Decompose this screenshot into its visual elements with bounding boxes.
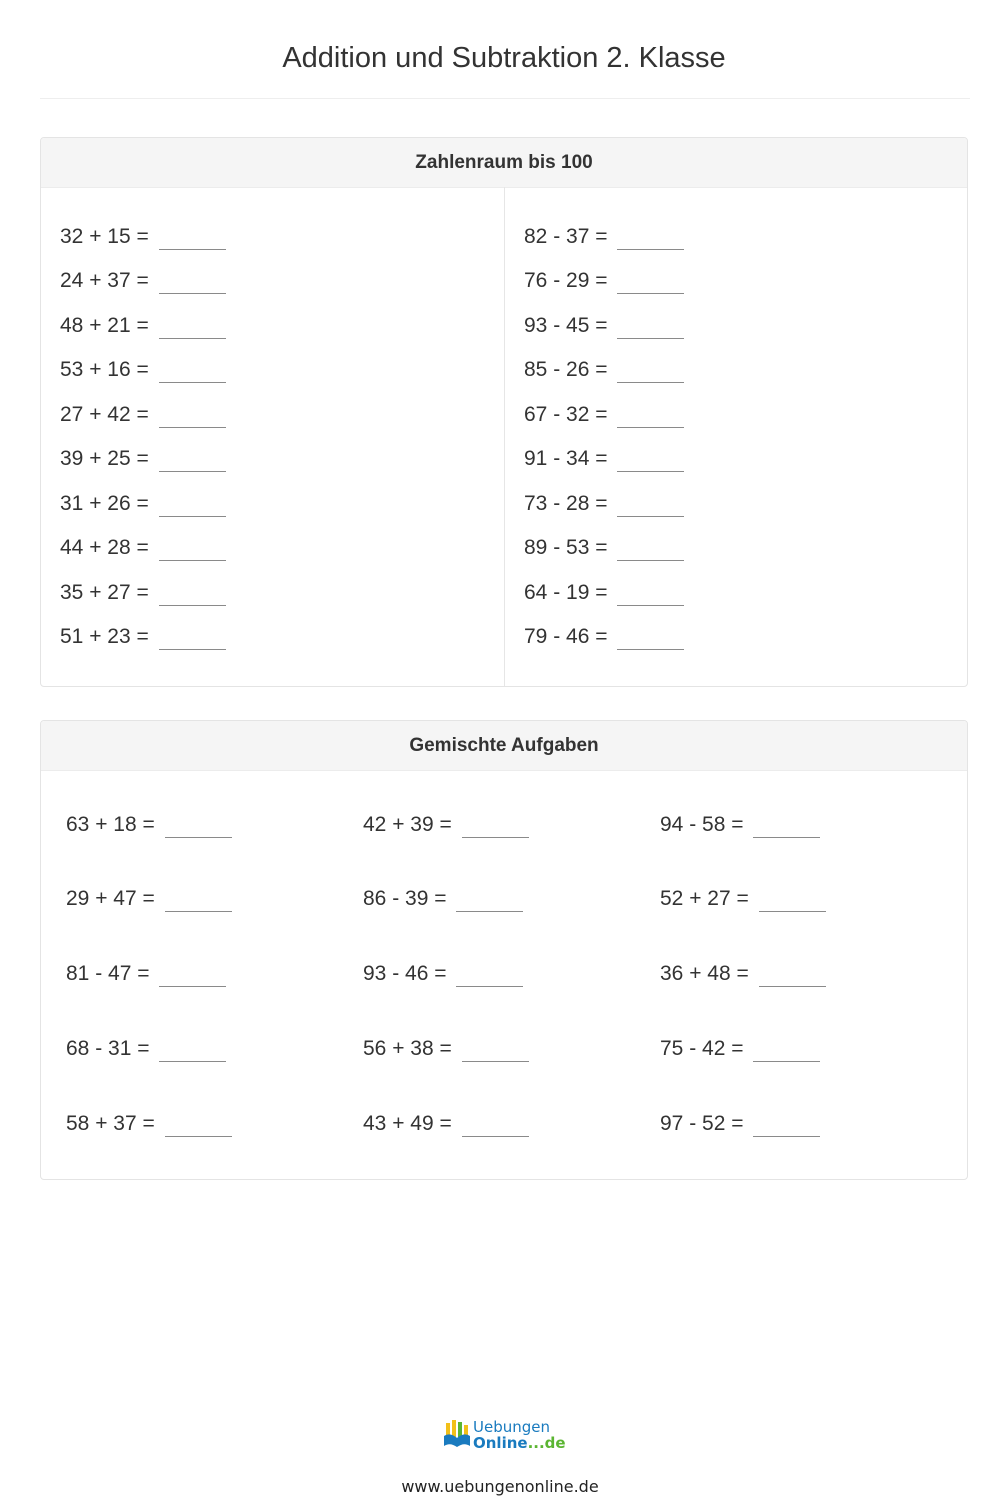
answer-blank[interactable]	[753, 813, 820, 838]
problem-expression: 81 - 47 =	[66, 962, 150, 985]
math-problem	[363, 1112, 529, 1137]
answer-blank[interactable]	[759, 887, 826, 912]
math-problem	[60, 225, 226, 250]
math-problem	[524, 314, 684, 339]
problem-expression: 43 + 49 =	[363, 1112, 452, 1135]
answer-blank[interactable]	[753, 1112, 820, 1137]
answer-blank[interactable]	[159, 962, 226, 987]
math-problem	[60, 403, 226, 428]
math-problem	[363, 1037, 529, 1062]
problem-expression: 44 + 28 =	[60, 536, 149, 559]
problem-expression: 56 + 38 =	[363, 1037, 452, 1060]
math-problem	[363, 962, 523, 987]
problem-expression: 82 - 37 =	[524, 225, 608, 248]
answer-blank[interactable]	[159, 625, 226, 650]
answer-blank[interactable]	[456, 887, 523, 912]
answer-blank[interactable]	[617, 581, 684, 606]
answer-blank[interactable]	[617, 447, 684, 472]
math-problem	[60, 625, 226, 650]
answer-blank[interactable]	[159, 492, 226, 517]
answer-blank[interactable]	[456, 962, 523, 987]
math-problem	[524, 225, 684, 250]
problem-expression: 75 - 42 =	[660, 1037, 744, 1060]
panel-gemischte-aufgaben	[40, 720, 968, 1180]
math-problem	[60, 447, 226, 472]
problem-expression: 58 + 37 =	[66, 1112, 155, 1135]
answer-blank[interactable]	[617, 314, 684, 339]
answer-blank[interactable]	[462, 1112, 529, 1137]
title-divider	[40, 98, 970, 99]
problem-expression: 36 + 48 =	[660, 962, 749, 985]
answer-blank[interactable]	[159, 269, 226, 294]
problem-expression: 67 - 32 =	[524, 403, 608, 426]
math-problem	[524, 269, 684, 294]
problem-expression: 91 - 34 =	[524, 447, 608, 470]
answer-blank[interactable]	[159, 1037, 226, 1062]
logo-text: Uebungen	[473, 1418, 550, 1436]
answer-blank[interactable]	[159, 225, 226, 250]
math-problem	[60, 269, 226, 294]
problem-expression: 97 - 52 =	[660, 1112, 744, 1135]
math-problem	[660, 1037, 820, 1062]
math-problem	[66, 813, 232, 838]
problem-expression: 79 - 46 =	[524, 625, 608, 648]
math-problem	[524, 447, 684, 472]
math-problem	[524, 625, 684, 650]
math-problem	[524, 403, 684, 428]
answer-blank[interactable]	[617, 492, 684, 517]
answer-blank[interactable]	[159, 536, 226, 561]
problem-expression: 24 + 37 =	[60, 269, 149, 292]
answer-blank[interactable]	[617, 403, 684, 428]
math-problem	[660, 813, 820, 838]
math-problem	[66, 887, 232, 912]
problem-expression: 53 + 16 =	[60, 358, 149, 381]
math-problem	[524, 581, 684, 606]
answer-blank[interactable]	[617, 225, 684, 250]
book-icon	[443, 1419, 471, 1449]
problem-expression: 27 + 42 =	[60, 403, 149, 426]
problem-expression: 35 + 27 =	[60, 581, 149, 604]
site-logo[interactable]	[443, 1417, 566, 1457]
problem-expression: 93 - 46 =	[363, 962, 447, 985]
answer-blank[interactable]	[159, 358, 226, 383]
math-problem	[524, 536, 684, 561]
answer-blank[interactable]	[165, 1112, 232, 1137]
panel-zahlenraum	[40, 137, 968, 687]
answer-blank[interactable]	[165, 887, 232, 912]
math-problem	[60, 581, 226, 606]
math-problem	[66, 962, 226, 987]
answer-blank[interactable]	[159, 447, 226, 472]
problem-expression: 76 - 29 =	[524, 269, 608, 292]
problem-expression: 85 - 26 =	[524, 358, 608, 381]
problem-expression: 68 - 31 =	[66, 1037, 150, 1060]
math-problem	[60, 492, 226, 517]
logo-text-suffix: ...de	[527, 1434, 566, 1452]
problem-expression: 93 - 45 =	[524, 314, 608, 337]
panel-heading: Gemischte Aufgaben	[41, 721, 967, 771]
problem-expression: 42 + 39 =	[363, 813, 452, 836]
math-problem	[660, 1112, 820, 1137]
problem-expression: 63 + 18 =	[66, 813, 155, 836]
problem-expression: 52 + 27 =	[660, 887, 749, 910]
problem-expression: 48 + 21 =	[60, 314, 149, 337]
math-problem	[60, 536, 226, 561]
answer-blank[interactable]	[159, 403, 226, 428]
math-problem	[60, 314, 226, 339]
answer-blank[interactable]	[617, 625, 684, 650]
column-divider	[504, 187, 505, 687]
answer-blank[interactable]	[462, 813, 529, 838]
footer-url[interactable]: www.uebungenonline.de	[401, 1477, 599, 1496]
answer-blank[interactable]	[617, 358, 684, 383]
answer-blank[interactable]	[159, 314, 226, 339]
panel-heading: Zahlenraum bis 100	[41, 138, 967, 188]
answer-blank[interactable]	[753, 1037, 820, 1062]
problem-expression: 64 - 19 =	[524, 581, 608, 604]
problem-expression: 31 + 26 =	[60, 492, 149, 515]
math-problem	[660, 962, 826, 987]
math-problem	[66, 1037, 226, 1062]
answer-blank[interactable]	[617, 269, 684, 294]
page-title: Addition und Subtraktion 2. Klasse	[282, 42, 726, 74]
problem-expression: 32 + 15 =	[60, 225, 149, 248]
problem-expression: 89 - 53 =	[524, 536, 608, 559]
answer-blank[interactable]	[759, 962, 826, 987]
math-problem	[66, 1112, 232, 1137]
answer-blank[interactable]	[165, 813, 232, 838]
math-problem	[363, 813, 529, 838]
logo-text	[473, 1434, 566, 1452]
math-problem	[660, 887, 826, 912]
logo-text-online: Online	[473, 1434, 528, 1452]
problem-expression: 51 + 23 =	[60, 625, 149, 648]
answer-blank[interactable]	[462, 1037, 529, 1062]
problem-expression: 86 - 39 =	[363, 887, 447, 910]
math-problem	[524, 492, 684, 517]
answer-blank[interactable]	[159, 581, 226, 606]
problem-expression: 94 - 58 =	[660, 813, 744, 836]
math-problem	[60, 358, 226, 383]
problem-expression: 39 + 25 =	[60, 447, 149, 470]
math-problem	[363, 887, 523, 912]
math-problem	[524, 358, 684, 383]
problem-expression: 73 - 28 =	[524, 492, 608, 515]
problem-expression: 29 + 47 =	[66, 887, 155, 910]
answer-blank[interactable]	[617, 536, 684, 561]
